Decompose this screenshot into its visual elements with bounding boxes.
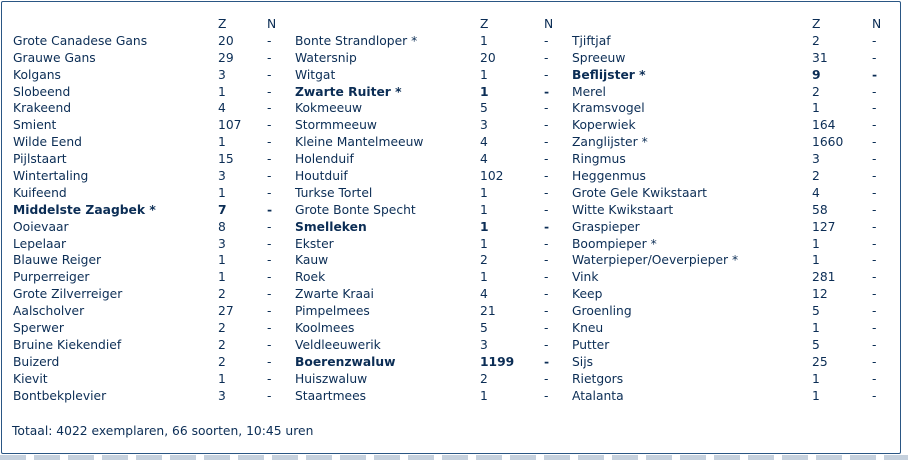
species-name: Waterpieper/Oeverpieper * — [572, 253, 739, 268]
z-count: 20 — [480, 50, 496, 65]
n-count: - — [872, 152, 877, 167]
species-name: Lepelaar — [13, 236, 67, 251]
species-name: Boompieper * — [572, 236, 657, 251]
n-count: - — [267, 253, 272, 268]
species-name: Grauwe Gans — [13, 50, 96, 65]
z-count: 3 — [218, 169, 226, 184]
n-count: - — [267, 371, 272, 386]
n-count: - — [872, 236, 877, 251]
z-count: 3 — [480, 118, 488, 133]
z-count: 8 — [218, 219, 226, 234]
n-count: - — [544, 321, 549, 336]
z-count: 4 — [480, 287, 488, 302]
z-count: 2 — [812, 84, 820, 99]
z-count: 2 — [218, 287, 226, 302]
species-name: Grote Zilverreiger — [13, 287, 123, 302]
n-count: - — [267, 202, 273, 217]
species-name: Sijs — [572, 354, 594, 369]
n-count: - — [544, 185, 549, 200]
n-count: - — [544, 354, 550, 369]
species-name: Witgat — [295, 67, 336, 82]
n-count: - — [267, 337, 272, 352]
n-header: N — [267, 17, 277, 31]
n-count: - — [267, 304, 272, 319]
species-name: Groenling — [572, 304, 632, 319]
species-name: Grote Canadese Gans — [13, 33, 148, 48]
z-count: 281 — [812, 270, 836, 285]
species-name: Merel — [572, 84, 606, 99]
n-count: - — [267, 388, 272, 403]
species-name: Grote Bonte Specht — [295, 202, 416, 217]
z-count: 4 — [480, 135, 488, 150]
species-name: Slobeend — [13, 84, 71, 99]
species-name: Rietgors — [572, 371, 624, 386]
z-count: 1 — [218, 135, 226, 150]
species-name: Houtduif — [295, 169, 348, 184]
z-count: 1 — [480, 270, 488, 285]
n-count: - — [544, 169, 549, 184]
species-name: Aalscholver — [13, 304, 85, 319]
z-count: 1 — [480, 388, 488, 403]
n-count: - — [872, 67, 878, 82]
z-count: 5 — [812, 304, 820, 319]
n-count: - — [544, 236, 549, 251]
z-count: 164 — [812, 118, 836, 133]
n-count: - — [872, 50, 877, 65]
z-count: 3 — [812, 152, 820, 167]
n-count: - — [267, 135, 272, 150]
species-name: Stormmeeuw — [295, 118, 377, 133]
n-count: - — [872, 118, 877, 133]
species-name: Wilde Eend — [13, 135, 82, 150]
z-count: 2 — [812, 33, 820, 48]
z-count: 12 — [812, 287, 828, 302]
species-name: Buizerd — [13, 354, 60, 369]
z-count: 4 — [480, 152, 488, 167]
n-count: - — [267, 101, 272, 116]
n-count: - — [544, 287, 549, 302]
z-count: 1199 — [480, 354, 515, 369]
z-count: 2 — [812, 169, 820, 184]
n-count: - — [267, 185, 272, 200]
species-name: Kneu — [572, 321, 604, 336]
z-count: 9 — [812, 67, 821, 82]
n-count: - — [544, 67, 549, 82]
z-count: 1 — [480, 67, 488, 82]
z-count: 1 — [812, 371, 820, 386]
z-count: 2 — [218, 321, 226, 336]
species-name: Atalanta — [572, 388, 624, 403]
species-name: Turkse Tortel — [295, 185, 373, 200]
species-name: Graspieper — [572, 219, 640, 234]
z-count: 1 — [218, 84, 226, 99]
z-count: 15 — [218, 152, 234, 167]
n-count: - — [872, 253, 877, 268]
n-count: - — [267, 67, 272, 82]
n-count: - — [544, 388, 549, 403]
z-count: 27 — [218, 304, 234, 319]
z-count: 2 — [218, 354, 226, 369]
species-name: Roek — [295, 270, 326, 285]
z-count: 1 — [480, 236, 488, 251]
species-name: Kauw — [295, 253, 329, 268]
z-count: 29 — [218, 50, 234, 65]
z-count: 1 — [812, 253, 820, 268]
species-name: Beflijster * — [572, 67, 646, 82]
n-count: - — [872, 388, 877, 403]
counts-panel — [1, 1, 901, 454]
n-count: - — [544, 84, 550, 99]
species-name: Holenduif — [295, 152, 354, 167]
n-count: - — [544, 135, 549, 150]
z-count: 2 — [480, 253, 488, 268]
z-count: 3 — [480, 337, 488, 352]
z-count: 58 — [812, 202, 828, 217]
species-name: Smient — [13, 118, 57, 133]
z-count: 1 — [812, 321, 820, 336]
species-name: Huiszwaluw — [295, 371, 368, 386]
species-name: Purperreiger — [13, 270, 90, 285]
n-count: - — [544, 270, 549, 285]
z-count: 3 — [218, 236, 226, 251]
z-count: 2 — [218, 337, 226, 352]
n-count: - — [544, 118, 549, 133]
z-count: 1 — [218, 253, 226, 268]
n-header: N — [872, 17, 882, 31]
species-name: Witte Kwikstaart — [572, 202, 674, 217]
n-count: - — [872, 185, 877, 200]
total-summary: Totaal: 4022 exemplaren, 66 soorten, 10:45 uren — [12, 424, 314, 438]
n-count: - — [544, 253, 549, 268]
n-count: - — [267, 270, 272, 285]
n-count: - — [872, 84, 877, 99]
n-count: - — [267, 33, 272, 48]
z-header: Z — [812, 17, 821, 31]
z-count: 5 — [812, 337, 820, 352]
n-count: - — [267, 169, 272, 184]
n-count: - — [872, 287, 877, 302]
z-count: 127 — [812, 219, 836, 234]
species-name: Kokmeeuw — [295, 101, 363, 116]
species-name: Tjiftjaf — [572, 33, 611, 48]
species-name: Krakeend — [13, 101, 72, 116]
species-name: Middelste Zaagbek * — [13, 202, 156, 217]
species-name: Sperwer — [13, 321, 64, 336]
species-name: Staartmees — [295, 388, 367, 403]
z-count: 4 — [218, 101, 226, 116]
n-count: - — [267, 152, 272, 167]
species-name: Bontbekplevier — [13, 388, 107, 403]
species-name: Grote Gele Kwikstaart — [572, 185, 707, 200]
bottom-cut-off-text — [0, 455, 908, 460]
species-name: Wintertaling — [13, 169, 89, 184]
n-count: - — [267, 84, 272, 99]
z-count: 1 — [218, 371, 226, 386]
n-count: - — [267, 321, 272, 336]
n-count: - — [872, 135, 877, 150]
n-count: - — [872, 371, 877, 386]
species-name: Koolmees — [295, 321, 355, 336]
n-count: - — [872, 33, 877, 48]
n-header: N — [544, 17, 554, 31]
n-count: - — [872, 270, 877, 285]
species-name: Koperwiek — [572, 118, 636, 133]
z-count: 20 — [218, 33, 234, 48]
n-count: - — [544, 101, 549, 116]
species-name: Blauwe Reiger — [13, 253, 102, 268]
z-count: 21 — [480, 304, 496, 319]
species-name: Kleine Mantelmeeuw — [295, 135, 424, 150]
species-name: Kolgans — [13, 67, 61, 82]
species-name: Heggenmus — [572, 169, 646, 184]
n-count: - — [872, 219, 877, 234]
z-count: 107 — [218, 118, 242, 133]
species-name: Bruine Kiekendief — [13, 337, 122, 352]
z-header: Z — [480, 17, 489, 31]
z-count: 5 — [480, 101, 488, 116]
z-count: 1 — [218, 270, 226, 285]
z-count: 5 — [480, 321, 488, 336]
z-count: 4 — [812, 185, 820, 200]
species-name: Ooievaar — [13, 219, 69, 234]
z-count: 1660 — [812, 135, 844, 150]
species-name: Ekster — [295, 236, 334, 251]
species-name: Ringmus — [572, 152, 626, 167]
z-count: 1 — [480, 202, 488, 217]
z-count: 102 — [480, 169, 504, 184]
n-count: - — [544, 50, 549, 65]
n-count: - — [267, 118, 272, 133]
n-count: - — [544, 202, 549, 217]
n-count: - — [267, 236, 272, 251]
n-count: - — [267, 354, 272, 369]
z-count: 3 — [218, 388, 226, 403]
species-name: Veldleeuwerik — [295, 337, 381, 352]
n-count: - — [872, 321, 877, 336]
species-name: Boerenzwaluw — [295, 354, 396, 369]
species-name: Putter — [572, 337, 610, 352]
n-count: - — [544, 33, 549, 48]
n-count: - — [872, 101, 877, 116]
species-name: Pimpelmees — [295, 304, 370, 319]
species-name: Pijlstaart — [13, 152, 67, 167]
n-count: - — [267, 219, 272, 234]
species-name: Bonte Strandloper * — [295, 33, 418, 48]
n-count: - — [872, 354, 877, 369]
species-name: Zwarte Kraai — [295, 287, 374, 302]
z-count: 1 — [812, 236, 820, 251]
z-count: 7 — [218, 202, 227, 217]
species-name: Zanglijster * — [572, 135, 648, 150]
n-count: - — [872, 304, 877, 319]
z-count: 31 — [812, 50, 828, 65]
species-name: Spreeuw — [572, 50, 626, 65]
species-name: Zwarte Ruiter * — [295, 84, 402, 99]
n-count: - — [544, 371, 549, 386]
z-count: 2 — [480, 371, 488, 386]
z-count: 1 — [480, 33, 488, 48]
n-count: - — [544, 337, 549, 352]
n-count: - — [544, 219, 550, 234]
z-count: 1 — [812, 388, 820, 403]
z-count: 1 — [480, 185, 488, 200]
z-header: Z — [218, 17, 227, 31]
z-count: 3 — [218, 67, 226, 82]
species-name: Vink — [572, 270, 599, 285]
n-count: - — [544, 304, 549, 319]
z-count: 1 — [480, 219, 489, 234]
species-name: Smelleken — [295, 219, 367, 234]
n-count: - — [267, 287, 272, 302]
n-count: - — [872, 169, 877, 184]
n-count: - — [872, 337, 877, 352]
n-count: - — [544, 152, 549, 167]
z-count: 25 — [812, 354, 828, 369]
n-count: - — [872, 202, 877, 217]
n-count: - — [267, 50, 272, 65]
z-count: 1 — [812, 101, 820, 116]
species-name: Keep — [572, 287, 603, 302]
z-count: 1 — [480, 84, 489, 99]
species-name: Kramsvogel — [572, 101, 645, 116]
species-name: Kievit — [13, 371, 48, 386]
species-name: Kuifeend — [13, 185, 67, 200]
z-count: 1 — [218, 185, 226, 200]
species-name: Watersnip — [295, 50, 357, 65]
